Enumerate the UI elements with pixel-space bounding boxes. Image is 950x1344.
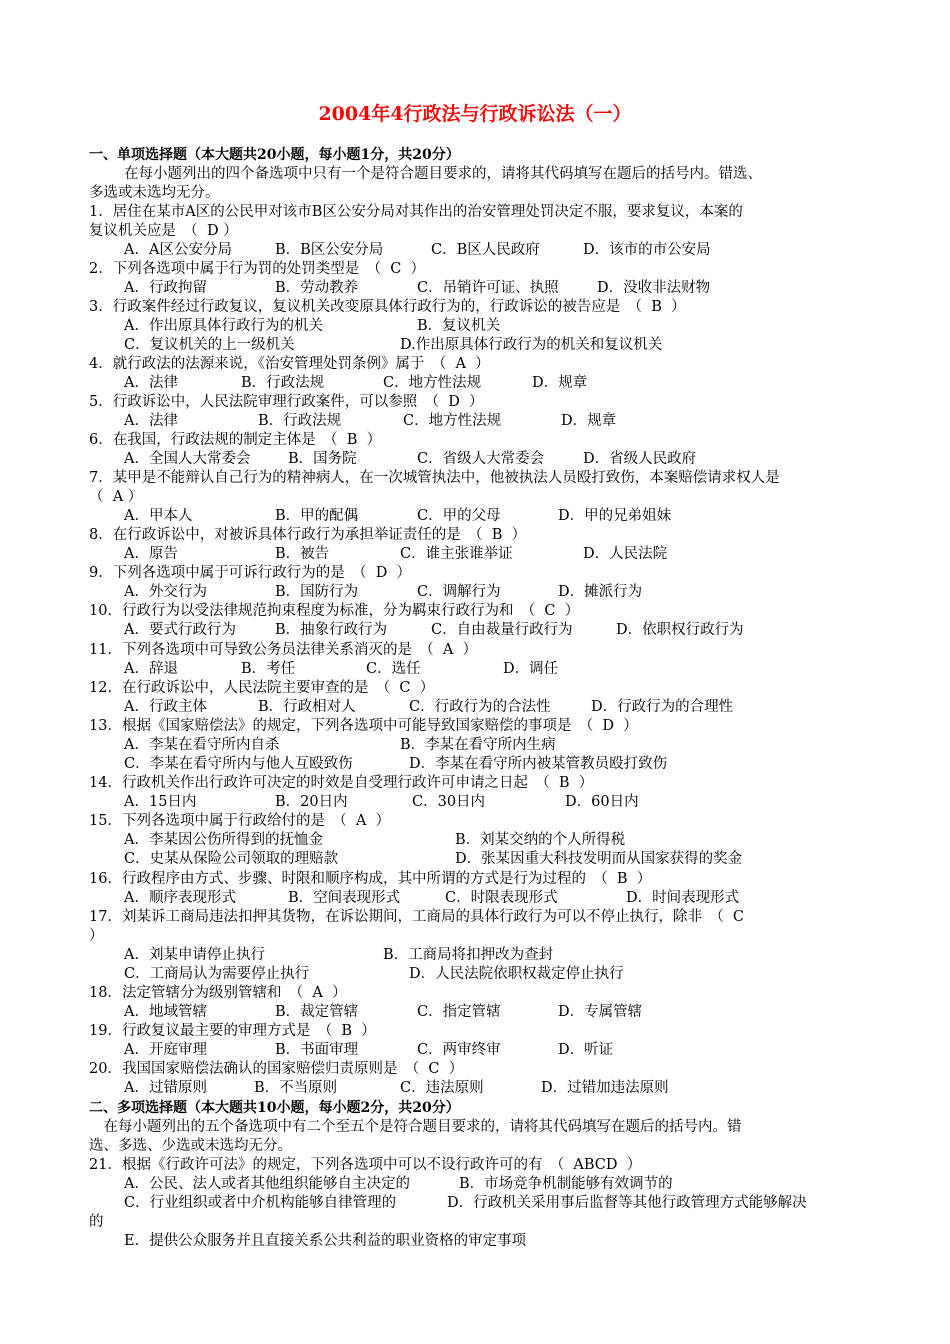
option: A．原告 (124, 546, 178, 562)
option: A．公民、法人或者其他组织能够自主决定的 (124, 1176, 410, 1192)
option: A．开庭审理 (124, 1042, 207, 1058)
question-4: 4．就行政法的法源来说，《治安管理处罚条例》属于 （ A ） (89, 356, 490, 372)
option: C．B区人民政府 (431, 242, 540, 258)
option: A．要式行政行为 (124, 622, 236, 638)
option: A．作出原具体行政行为的机关 (124, 318, 323, 334)
question-7-cont: （ A ） (89, 489, 143, 505)
option: B．被告 (275, 546, 330, 562)
option: B．裁定管辖 (275, 1004, 359, 1020)
option: C．行政行为的合法性 (409, 699, 551, 715)
option: D.作出原具体行政行为的机关和复议机关 (400, 337, 663, 353)
question-7: 7．某甲是不能辩认自己行为的精神病人，在一次城管执法中，他被执法人员殴打致伤，本案赔偿请求权人是 (89, 470, 780, 486)
question-8: 8．在行政诉讼中，对被诉具体行政行为承担举证责任的是 （ B ） (89, 527, 527, 543)
option: B．行政法规 (258, 413, 342, 429)
question-1-cont: 复议机关应是 （ D ） (89, 223, 238, 239)
option: C．甲的父母 (417, 508, 501, 524)
section1-intro-cont: 多选或未选均无分。 (89, 185, 220, 201)
option: D．规章 (561, 413, 617, 429)
option: A．顺序表现形式 (124, 890, 236, 906)
option: A．行政拘留 (124, 280, 207, 296)
question-6: 6．在我国，行政法规的制定主体是 （ B ） (89, 432, 382, 448)
option: A．甲本人 (124, 508, 193, 524)
option: D．省级人民政府 (583, 451, 697, 467)
option: D．过错加违法原则 (541, 1080, 669, 1096)
option: C．吊销许可证、执照 (417, 280, 559, 296)
section2-intro-cont: 选、多选、少选或未选均无分。 (89, 1138, 292, 1154)
option: D．摊派行为 (558, 584, 643, 600)
option: D．甲的兄弟姐妹 (558, 508, 672, 524)
document-title: 2004年4行政法与行政诉讼法（一） (318, 103, 632, 125)
option: C．省级人大常委会 (417, 451, 545, 467)
option: B．李某在看守所内生病 (400, 737, 556, 753)
section2-intro: 在每小题列出的五个备选项中有二个至五个是符合题目要求的，请将其代码填写在题后的括号内。错 (89, 1119, 742, 1135)
option: C．自由裁量行政行为 (431, 622, 573, 638)
option: C．选任 (366, 661, 421, 677)
question-5: 5．行政诉讼中，人民法院审理行政案件，可以参照 （ D ） (89, 394, 484, 410)
option: D．行政机关采用事后监督等其他行政管理方式能够解决 (447, 1195, 807, 1211)
option: B．国防行为 (275, 584, 359, 600)
option: A．李某在看守所内自杀 (124, 737, 280, 753)
option: B．劳动教养 (275, 280, 359, 296)
question-19: 19．行政复议最主要的审理方式是 （ B ） (89, 1023, 376, 1039)
option: C．复议机关的上一级机关 (124, 337, 295, 353)
option: B．国务院 (288, 451, 357, 467)
option: C．30日内 (412, 794, 486, 810)
question-13: 13．根据《国家赔偿法》的规定，下列各选项中可能导致国家赔偿的事项是 （ D ） (89, 718, 638, 734)
option: C．工商局认为需要停止执行 (124, 966, 310, 982)
option: A．李某因公伤所得到的抚恤金 (124, 832, 323, 848)
option: B．抽象行政行为 (275, 622, 388, 638)
option: B．书面审理 (275, 1042, 359, 1058)
option: C．违法原则 (400, 1080, 484, 1096)
option: B．不当原则 (254, 1080, 338, 1096)
option: B．行政相对人 (258, 699, 356, 715)
option: E．提供公众服务并且直接关系公共利益的职业资格的审定事项 (124, 1233, 527, 1249)
question-21: 21．根据《行政许可法》的规定，下列各选项中可以不设行政许可的有 （ ABCD ） (89, 1157, 642, 1173)
question-11: 11．下列各选项中可导致公务员法律关系消灭的是 （ A ） (89, 642, 478, 658)
option: D．依职权行政行为 (616, 622, 744, 638)
option: A．15日内 (124, 794, 197, 810)
option: C．两审终审 (417, 1042, 501, 1058)
option: C．时限表现形式 (445, 890, 558, 906)
option: D．该市的市公安局 (583, 242, 711, 258)
section1-intro: 在每小题列出的四个备选项中只有一个是符合题目要求的，请将其代码填写在题后的括号内。错选、 (124, 166, 762, 182)
question-16: 16．行政程序由方式、步骤、时限和顺序构成，其中所谓的方式是行为过程的 （ B ） (89, 871, 652, 887)
option: C．史某从保险公司领取的理赔款 (124, 851, 339, 867)
option: B．复议机关 (417, 318, 501, 334)
option: D．专属管辖 (558, 1004, 643, 1020)
option: B．市场竞争机制能够有效调节的 (459, 1176, 673, 1192)
option: C．行业组织或者中介机构能够自律管理的 (124, 1195, 397, 1211)
question-20: 20．我国国家赔偿法确认的国家赔偿归责原则是 （ C ） (89, 1061, 464, 1077)
option: D．人民法院 (583, 546, 668, 562)
option: A．全国人大常委会 (124, 451, 251, 467)
option: D．时间表现形式 (626, 890, 740, 906)
option: A．法律 (124, 375, 178, 391)
option: A．外交行为 (124, 584, 207, 600)
option: D．人民法院依职权裁定停止执行 (409, 966, 624, 982)
question-10: 10．行政行为以受法律规范拘束程度为标准，分为羁束行政行为和 （ C ） (89, 603, 580, 619)
option: B．考任 (241, 661, 296, 677)
option: B．B区公安分局 (275, 242, 384, 258)
question-17: 17．刘某诉工商局违法扣押其货物，在诉讼期间，工商局的具体行政行为可以不停止执行，除非 （ C (89, 909, 745, 925)
option: C．调解行为 (417, 584, 501, 600)
section2-heading: 二、多项选择题（本大题共10小题，每小题2分，共20分） (89, 1100, 460, 1116)
option: C．地方性法规 (383, 375, 482, 391)
option: B．20日内 (275, 794, 348, 810)
option: B．刘某交纳的个人所得税 (455, 832, 626, 848)
question-17-cont: ） (89, 928, 104, 944)
option: D．规章 (532, 375, 588, 391)
section1-heading: 一、单项选择题（本大题共20小题，每小题1分，共20分） (89, 147, 460, 163)
question-2: 2．下列各选项中属于行为罚的处罚类型是 （ C ） (89, 261, 426, 277)
option-cont: 的 (89, 1214, 104, 1230)
option: A．法律 (124, 413, 178, 429)
question-15: 15．下列各选项中属于行政给付的是 （ A ） (89, 813, 391, 829)
option: B．空间表现形式 (288, 890, 401, 906)
question-3: 3．行政案件经过行政复议，复议机关改变原具体行政行为的，行政诉讼的被告应是 （ B ） (89, 299, 686, 315)
option: A．刘某申请停止执行 (124, 947, 265, 963)
question-18: 18．法定管辖分为级别管辖和 （ A ） (89, 985, 347, 1001)
option: D．调任 (503, 661, 559, 677)
option: A．地域管辖 (124, 1004, 207, 1020)
option: D．李某在看守所内被某管教员殴打致伤 (409, 756, 668, 772)
option: C．李某在看守所内与他人互殴致伤 (124, 756, 353, 772)
option: D．张某因重大科技发明而从国家获得的奖金 (455, 851, 743, 867)
option: C．指定管辖 (417, 1004, 501, 1020)
question-14: 14．行政机关作出行政许可决定的时效是自受理行政许可申请之日起 （ B ） (89, 775, 594, 791)
question-1: 1．居住在某市A区的公民甲对该市B区公安分局对其作出的治安管理处罚决定不服，要求复议，本案的 (89, 204, 743, 220)
option: B．工商局将扣押改为查封 (383, 947, 554, 963)
option: D．行政行为的合理性 (591, 699, 734, 715)
question-9: 9．下列各选项中属于可诉行政行为的是 （ D ） (89, 565, 412, 581)
option: B．甲的配偶 (275, 508, 359, 524)
option: A．A区公安分局 (124, 242, 232, 258)
option: B．行政法规 (241, 375, 325, 391)
option: D．听证 (558, 1042, 614, 1058)
option: A．过错原则 (124, 1080, 207, 1096)
option: C．谁主张谁举证 (400, 546, 513, 562)
option: C．地方性法规 (403, 413, 502, 429)
question-12: 12．在行政诉讼中，人民法院主要审查的是 （ C ） (89, 680, 435, 696)
option: D．60日内 (565, 794, 639, 810)
option: A．行政主体 (124, 699, 207, 715)
option: D．没收非法财物 (597, 280, 711, 296)
option: A．辞退 (124, 661, 178, 677)
